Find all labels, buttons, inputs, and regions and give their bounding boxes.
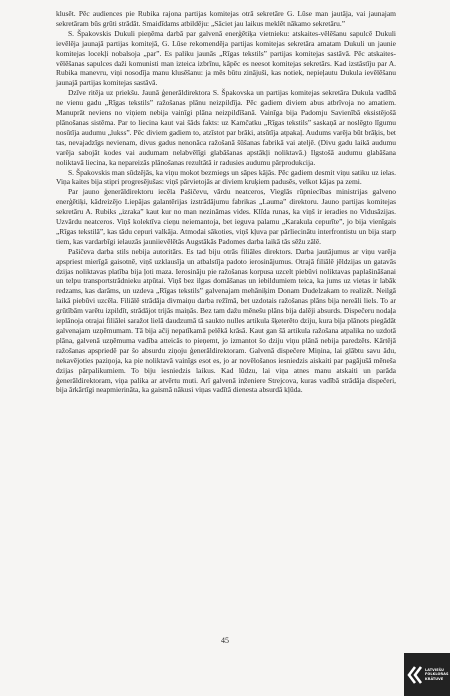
logo-text: [425, 668, 449, 681]
paragraph: Par jauno ģenerāldirektoru iecēla Pašičevu, vārdu neatceros, Vieglās rūpniecības ministrijas galveno enerģētiķi, kādreizējo Liepājas galantērijas izstrādājumu fabrikas „Lauma” direktoru. Jauno partijas komitejas sekretāru A. Rubiks „izraka” kaut kur no man nezināmas vides. Klīda runas, ka viņš ir ieradies no Vidusāzijas. Uzvārdu neatceros. Viņš kolektīva cieņu neiemantoja, bet ieguva palamu „Karakula cepurīte”, jo bija vienīgais „Rīgas tekstilā”, kas tādu cepuri valkāja. Atmodai sākoties, viņš kļuva par pārliecinātu interfrontistu un bija starp tiem, kas vardarbīgi ielauzās jauniievēlētās Augstākās Padomes darba laikā tās sēžu zālē.: [56, 187, 396, 246]
page-number: 45: [221, 636, 229, 645]
body-text: [56, 9, 396, 395]
logo-line: KRĀTUVE: [425, 676, 444, 681]
paragraph: klusēt. Pēc audiences pie Rubika rajona partijas komitejas otrā sekretāre G. Lūse man jautāja, vai jaunajam sekretāram būs grūti strādāt. Smaidīdams atbildēju: „Sāciet jau laikus meklēt nākamo sekretāru.”: [56, 9, 396, 28]
paragraph: S. Špakovskis man sūdzējās, ka viņu mokot bezmiegs un sāpes kājās. Pēc gadiem desmit viņu satiku uz ielas. Viņa kaites bija stipri progresējušas: viņš pārvietojās ar diviem kruķiem padusēs, velkot kājas pa zemi.: [56, 167, 396, 187]
paragraph: Dzīve ritēja uz priekšu. Jaunā ģenerāldirektora S. Špakovska un partijas komitejas sekretāra Dukula vadībā ne vienu gadu „Rīgas tekstils” ražošanas plānu neizpildīja. Pēc gadiem diviem abus atbrīvoja no amatiem. Manuprāt neviens no viņiem nebija vainīgi plāna neizpildīšanā. Vainīga bija Padomju Savienībā eksistējošā plānošanas sistēma. Par to liecina kaut vai šāds fakts: uz Kamčatku „Rīgas tekstils” saskaņā ar noslēgto līgumu nosūtīja audumu „lukss”. Pēc diviem gadiem to, atzīstot par brāki, atsūtīja atpakaļ. Audums varēja būt brāķis, bet tas, nevajadzīgs nevienam, divus gadus nenonāca ražošanā šūšanas fabrikā vai ateljē. (Divu gadu laikā audumu varēja sabojāt kodes vai audumam nelabvēlīgi glabāšanas apstākļi noliktavā.) Ilgstošā audumu glabāšana noliktavā liecina, ka nepareizās plānošanas rezultātā ir radusies audumu pārprodukcija.: [56, 88, 396, 167]
logo-line: FOLKLORAS: [425, 672, 449, 677]
archive-logo: [404, 653, 450, 696]
paragraph: Pašičeva darba stils nebija autoritārs. Es tad biju otrās filiāles direktors. Darba jautājumus ar viņu varēja apspriest mierīgā gaisotnē, viņš uzklausīja un atbalstīja padoto ierosinājumus. Otrajā filiālē jēldzijas un gatavās dzijas noliktavas platība bija ļoti maza. Ierosināju pie ražošanas korpusa uzcelt piebūvi noliktavas paplašināšanai un telpu transportstrādnieku atpūtai. Viņš bez ilgas domāšanas un iebildumiem teica, ka jums uz vietas ir labāk redzams, kas darāms, un uzdeva „Rīgas tekstils” galvenajam mehāniķim Donam Dudelzakam to realizēt. Neilgā laikā piebūvi uzcēla. Filiālē strādāja divmaiņu darba režīmā, bet uzdotais ražošanas plāns bija nereāli liels. To ar grūtībām varētu izpildīt, strādājot trijās maiņās. Bez tam dažu mēnešu plāns bija dalēji absurds. Dispečeru nodaļa ieplānoja otrajai filiālei saražot lielā daudzumā tā saukto nulles artikula šķeterēto dziju, kura bija plānots piegādāt galvenajam uzņēmumam. Tā bija ačij nepatīkamā pelēkā krāsā. Kaut gan šā artikula ražošana atpalika no uzdotā plāna, galvenā uzņēmuma vadība atteicās to pieņemt, jo izmantot šo dziju viņu plānā nebija paredzēts. Kārtējā ražošanas apspriedē par šo absurdu ziņoju ģenerāldirektoram. Galvenā dispečere Miņina, lai glābtu savu ādu, nekavējoties paziņoja, ka pie noliktavā vainīgs esot es, jo ar novēlošanos iesniedzis aiskaiti par pagājušā mēneša dzijas pārpalikumiem. To biju iesniedzis laikus. Kad lūdzu, lai viņa atnes manu atskaiti un parāda ģenerāldirektoram, viņa palika ar atvērtu muti. Arī galvenā inženiere Strejcova, kuras vadībā strādāja dispečeri, bija ārkārtīgi neapmierināta, ka gaismā nākusi viņas vadītā dienesta absurdā kļūda.: [56, 246, 396, 395]
logo-line: LATVIEŠU: [425, 667, 445, 672]
chevron-logo-icon: [407, 665, 423, 685]
paragraph: S. Špakovskis Dukuli pieņēma darbā par galvenā enerģētiķa vietnieku: atskaites-vēlēšanu sapulcē Dukuli ievēlēja jaunajā partijas komitejā, G. Lūse rekomendēja partijas komitejas sekretāra amatam Dukuli un jaunie komitejas locekļi nobalsoja „par”. Es paliku jaunās „Rīgas tekstils” partijas komitejas sastāvā. Pēc atskaites-vēlēšanas sapulces daži komunisti man izteica izbrīnu, kāpēc es neesot komitejas sekretārs. Kad izstāstīju par A. Rubika manevru, viņi nosodīja manu klusēšanu: ja mēs būtu zinājuši, kas notiek, nepieļautu Dukula ievēlēšanu jaunajā partijas komitejas sastāvā.: [56, 28, 396, 88]
